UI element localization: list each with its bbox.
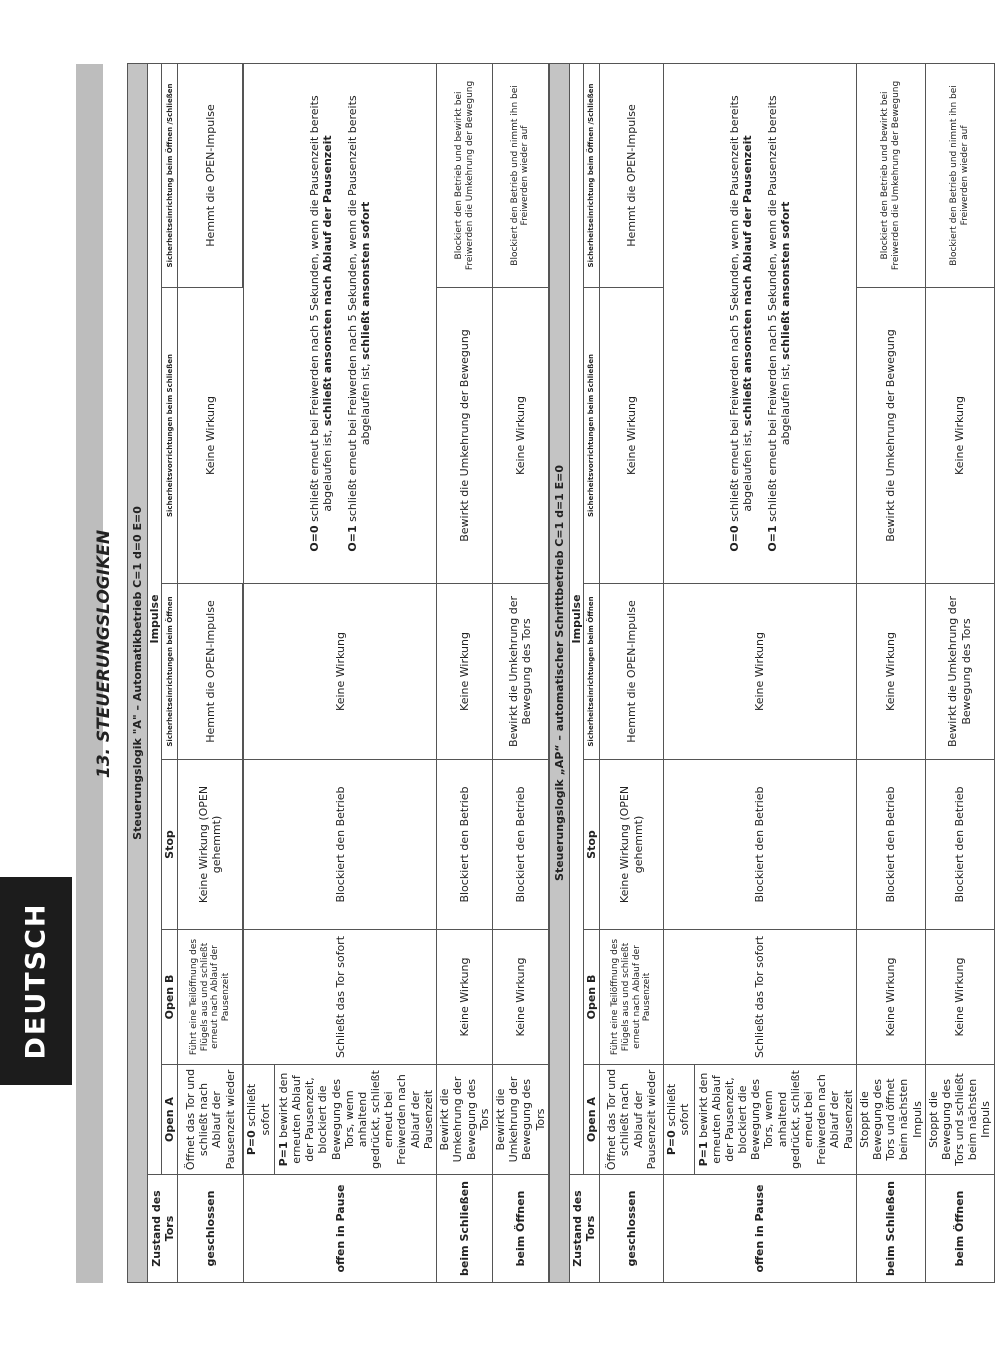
table-row [437,63,493,1282]
cell-stop: Blockiert den Betrieb [244,760,437,930]
state-closed: geschlossen [178,1175,244,1283]
col-header-safety-both: Sicherheitseinrichtung beim Öffnen /Schließen [583,63,599,287]
state-opening: beim Öffnen [925,1175,994,1283]
cell-open-a [244,1065,437,1175]
table-caption: Steuerungslogik „AP“ – automatischer Schrittbetrieb C=1 d=1 E=0 [549,63,569,1282]
cell-open-a: Öffnet das Tor und schließt nach Ablauf der Pausenzeit wieder [178,1065,243,1175]
table-row [925,63,994,1282]
cell-safety-open: Hemmt die OPEN-Impulse [600,584,664,760]
logic-table-a [127,63,549,1283]
col-header-safety-open: Sicherheitseinrichtungen beim Öffnen [162,584,178,760]
col-header-state: Zustand des Tors [569,1175,599,1283]
cell-open-b: Keine Wirkung [925,930,994,1065]
cell-safety-both: Blockiert den Betrieb und bewirkt bei Freiwerden die Umkehrung der Bewegung [437,63,493,287]
cell-safety-close: Keine Wirkung [178,288,244,584]
cell-open-b: Keine Wirkung [856,930,925,1065]
col-header-impulse: Impulse [569,63,583,1174]
cell-safety-open: Keine Wirkung [244,584,437,760]
state-pause: offen in Pause [244,1175,437,1283]
o1-text: O=1 schließt erneut bei Freiwerden nach 5 Sekunden, wenn die Pausenzeit bereits abgelaufen ist, schließt ansonsten sofort [765,95,793,552]
col-header-safety-close: Sicherheitsvorrichtungen beim Schließen [162,288,178,584]
cell-open-a: Stoppt die Bewegung des Tors und schließt beim nächsten Impuls [925,1065,994,1175]
cell-open-a: Bewirkt die Umkehrung der Bewegung des Tors [493,1065,549,1175]
language-tab-label: DEUTSCH [20,902,52,1060]
cell-stop: Keine Wirkung (OPEN gehemmt) [600,760,664,930]
cell-safety-open: Bewirkt die Umkehrung der Bewegung des Tors [925,584,994,760]
state-pause: offen in Pause [664,1175,857,1283]
table-row [178,63,243,1282]
state-opening: beim Öffnen [493,1175,549,1283]
table-row [600,63,664,1282]
p0-text: P=0 schließt sofort [245,1083,272,1156]
cell-safety-close-both [244,63,437,583]
col-header-open-a: Open A [162,1065,178,1175]
cell-open-b: Keine Wirkung [437,930,493,1065]
cell-safety-close: Bewirkt die Umkehrung der Bewegung [856,288,925,584]
tables-area [127,64,993,1283]
cell-safety-close-both [664,63,857,583]
col-header-safety-close: Sicherheitsvorrichtungen beim Schließen [583,288,599,584]
cell-safety-close: Keine Wirkung [925,288,994,584]
cell-safety-close: Keine Wirkung [600,288,664,584]
col-header-stop: Stop [162,760,178,930]
o1-text: O=1 schließt erneut bei Freiwerden nach 5 Sekunden, wenn die Pausenzeit bereits abgelaufen ist, schließt ansonsten sofort [346,95,373,552]
cell-open-a: Bewirkt die Umkehrung der Bewegung des Tors [437,1065,493,1175]
section-title: 13. STEUERUNGSLOGIKEN [94,529,114,779]
cell-safety-open: Bewirkt die Umkehrung der Bewegung des Tors [493,584,549,760]
logic-table-ap [549,63,995,1283]
cell-open-b: Führt eine Teilöffnung des Flügels aus und schließt erneut nach Ablauf der Pausenzeit [178,930,243,1065]
col-header-open-b: Open B [162,930,178,1065]
cell-safety-both: Hemmt die OPEN-Impulse [600,63,664,287]
p1-text: P=1 bewirkt den erneuten Ablauf der Pausenzeit, blockiert die Bewegung des Tors, wenn anhaltend gedrückt, schließt erneut bei Freiwerden nach Ablauf der Pausenzeit [694,1065,855,1174]
cell-safety-close: Keine Wirkung [493,288,549,584]
cell-safety-open: Keine Wirkung [437,584,493,760]
cell-safety-open: Keine Wirkung [664,584,857,760]
cell-open-b: Schließt das Tor sofort [244,930,437,1065]
col-header-state: Zustand des Tors [148,1175,178,1283]
cell-safety-close: Bewirkt die Umkehrung der Bewegung [437,288,493,584]
cell-stop: Blockiert den Betrieb [664,760,857,930]
table-row [856,63,925,1282]
table-caption: Steuerungslogik "A" – Automatikbetrieb C=1 d=0 E=0 [128,63,148,1282]
p1-text: P=1 bewirkt den erneuten Ablauf der Pausenzeit, blockiert die Bewegung des Tors, wenn anhaltend gedrückt, schließt erneut bei Freiwerden nach Ablauf der Pausenzeit [274,1065,435,1174]
cell-safety-both: Blockiert den Betrieb und nimmt ihn bei Freiwerden wieder auf [925,63,994,287]
col-header-safety-open: Sicherheitseinrichtungen beim Öffnen [583,584,599,760]
cell-open-a [664,1065,857,1175]
cell-stop: Blockiert den Betrieb [493,760,549,930]
p0-text: P=0 schließt sofort [665,1083,692,1156]
o0-text: O=0 schließt erneut bei Freiwerden nach 5 Sekunden, wenn die Pausenzeit bereits abgelaufen ist, schließt ansonsten nach Ablauf der Pausenzeit [307,95,334,552]
col-header-impulse: Impulse [148,63,162,1174]
state-closed: geschlossen [600,1175,664,1283]
table-row [664,63,857,1282]
cell-open-a: Öffnet das Tor und schließt nach Ablauf der Pausenzeit wieder [600,1065,664,1175]
cell-open-b: Führt eine Teilöffnung des Flügels aus und schließt erneut nach Ablauf der Pausenzeit [600,930,664,1065]
col-header-open-a: Open A [583,1065,599,1175]
cell-safety-both: Hemmt die OPEN-Impulse [178,63,243,287]
cell-open-b: Keine Wirkung [493,930,549,1065]
cell-safety-both: Blockiert den Betrieb und nimmt ihn bei Freiwerden wieder auf [493,63,549,287]
table-row [244,63,437,1282]
cell-open-a: Stoppt die Bewegung des Tors und öffnet beim nächsten Impuls [856,1065,925,1175]
col-header-open-b: Open B [583,930,599,1065]
cell-safety-open: Keine Wirkung [856,584,925,760]
table-row [493,63,549,1282]
cell-safety-open: Hemmt die OPEN-Impulse [178,584,243,760]
col-header-stop: Stop [583,760,599,930]
cell-stop: Blockiert den Betrieb [925,760,994,930]
cell-stop: Blockiert den Betrieb [856,760,925,930]
state-closing: beim Schließen [856,1175,925,1283]
cell-stop: Blockiert den Betrieb [437,760,493,930]
state-closing: beim Schließen [437,1175,493,1283]
cell-stop: Keine Wirkung (OPEN gehemmt) [178,760,243,930]
o0-text: O=0 schließt erneut bei Freiwerden nach 5 Sekunden, wenn die Pausenzeit bereits abgelaufen ist, schließt ansonsten nach Ablauf der Pausenzeit [727,95,754,552]
cell-safety-both: Blockiert den Betrieb und bewirkt bei Freiwerden die Umkehrung der Bewegung [856,63,925,287]
col-header-safety-both: Sicherheitseinrichtung beim Öffnen /Schließen [162,63,178,287]
cell-open-b: Schließt das Tor sofort [664,930,857,1065]
